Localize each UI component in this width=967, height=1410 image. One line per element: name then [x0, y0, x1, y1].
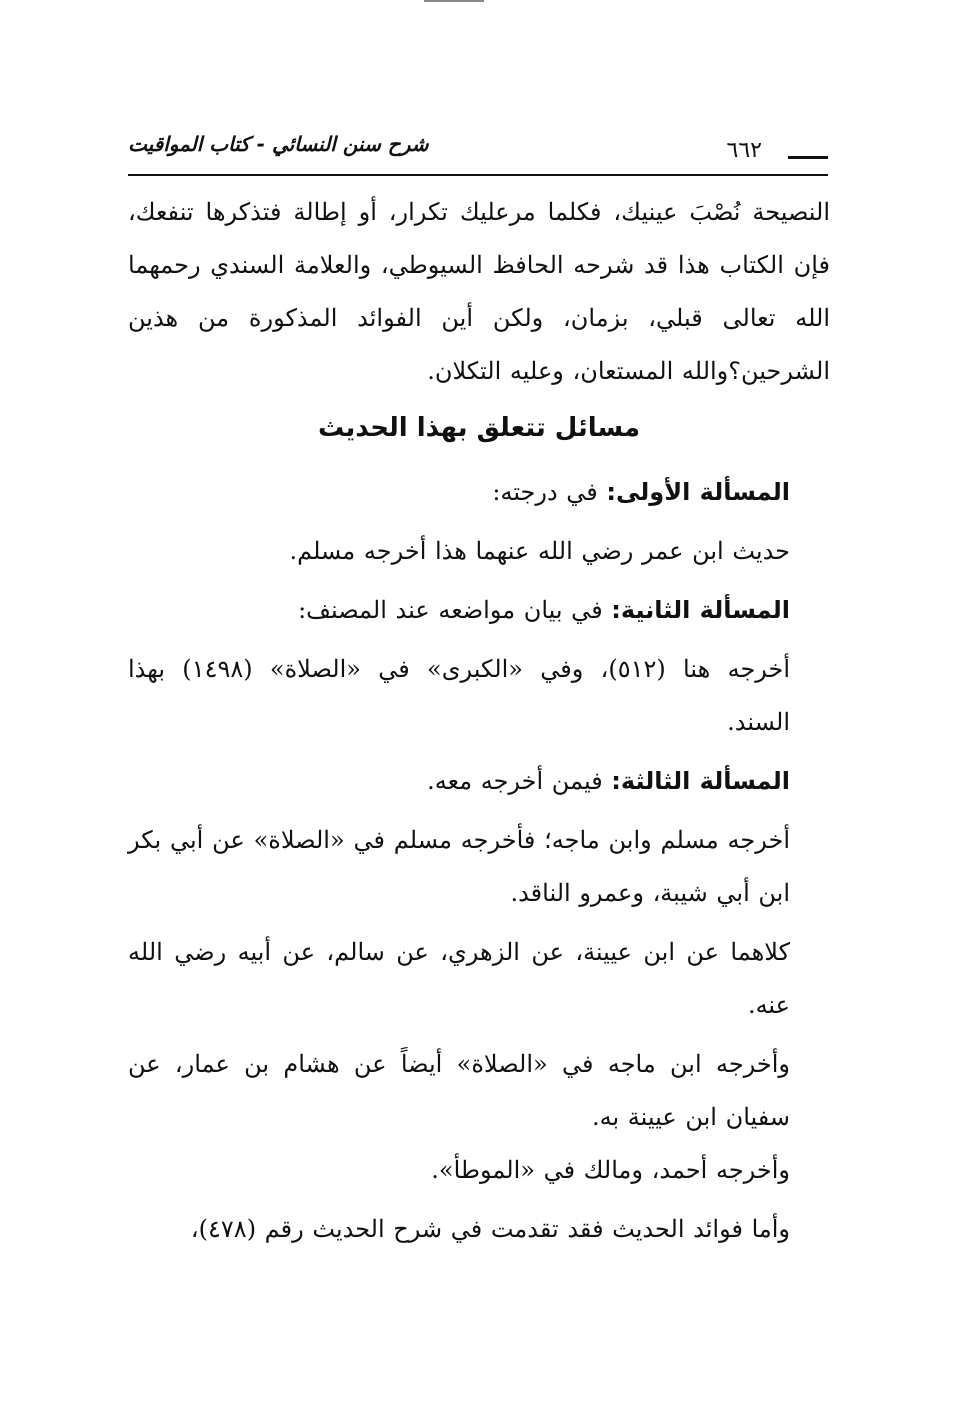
issue-2-title: في بيان مواضعه عند المصنف:	[298, 596, 612, 624]
page-body	[128, 186, 830, 1256]
page-header	[128, 128, 828, 176]
issue-3-paragraph: كلاهما عن ابن عيينة، عن الزهري، عن سالم، عن أبيه رضي الله عنه.	[128, 938, 790, 1019]
issue-1-title: في درجته:	[492, 478, 607, 506]
issue-3-paragraph: أخرجه مسلم وابن ماجه؛ فأخرجه مسلم في «الصلاة» عن أبي بكر ابن أبي شيبة، وعمرو الناقد.	[128, 826, 790, 907]
running-title: شرح سنن النسائي - كتاب المواقيت	[128, 132, 429, 156]
issue-3-heading	[128, 755, 830, 808]
page-number: ٦٦٢	[726, 138, 762, 163]
issue-3-label: المسألة الثالثة:	[611, 767, 790, 795]
top-scan-mark	[424, 0, 484, 2]
issue-2-text: أخرجه هنا (٥١٢)، وفي «الكبرى» في «الصلاة» (١٤٩٨) بهذا السند.	[128, 655, 791, 736]
header-rule	[128, 174, 828, 176]
issue-2-heading	[128, 584, 830, 637]
issue-3-title: فيمن أخرجه معه.	[427, 767, 612, 795]
issue-3-paragraph: وأخرجه أحمد، ومالك في «الموطأ».	[431, 1156, 790, 1184]
intro-paragraph: النصيحة نُصْبَ عينيك، فكلما مرعليك تكرار، أو إطالة فتذكرها تنفعك، فإن الكتاب هذا قد شرحه الحافظ السيوطي، والعلامة السندي رحمهما الله تعالى قبلي، بزمان، ولكن أين الفوائد المذكورة من هذين الشرحين؟والله المستعان، وعليه التكلان.	[128, 198, 830, 385]
issue-3-paragraph: وأما فوائد الحديث فقد تقدمت في شرح الحديث رقم (٤٧٨)،	[190, 1215, 790, 1243]
issue-2-label: المسألة الثانية:	[611, 596, 790, 624]
section-heading: مسائل تتعلق بهذا الحديث	[317, 413, 641, 443]
issue-1-text: حديث ابن عمر رضي الله عنهما هذا أخرجه مسلم.	[289, 537, 790, 565]
issue-1-label: المسألة الأولى:	[606, 478, 790, 506]
issue-3-paragraph: وأخرجه ابن ماجه في «الصلاة» أيضاً عن هشام بن عمار، عن سفيان ابن عيينة به.	[128, 1050, 790, 1131]
issue-1-heading	[128, 466, 830, 519]
page-number-dash	[788, 156, 828, 159]
